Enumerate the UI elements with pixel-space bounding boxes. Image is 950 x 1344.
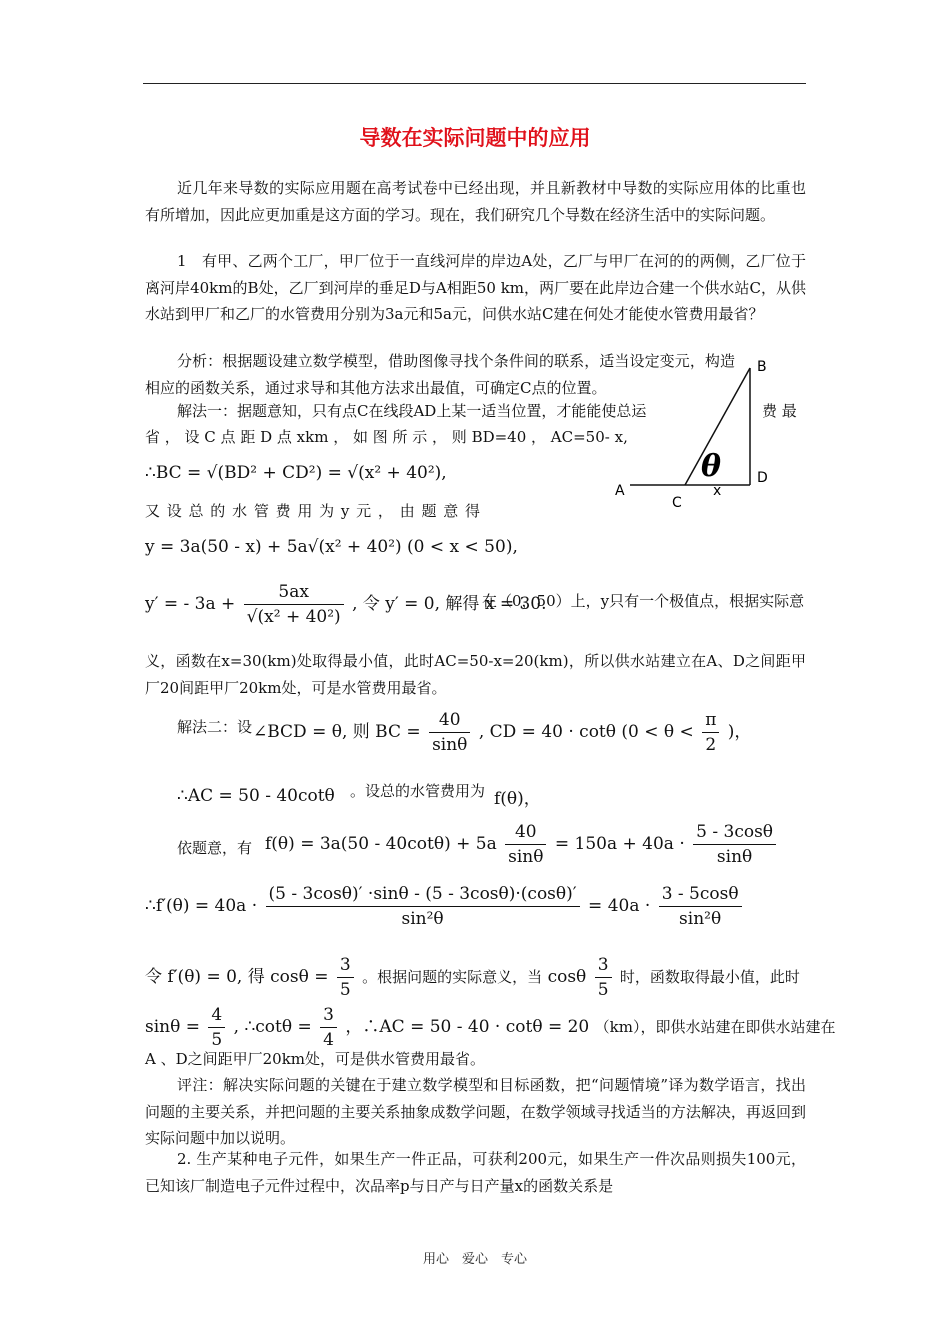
eq-f-theta: f(θ)， [494, 789, 541, 809]
eq-sin-cot: sinθ = $\frac{4}{5}$ , ∴cotθ = $\frac{3}{4}$ ，∴AC = 50 - 40 · cotθ = 20 （km），即供水站建在即供水站建在 [145, 1005, 836, 1050]
point-b-label: B [757, 359, 767, 375]
eq-bc: ∴BC = √(BD² + CD²) = √(x² + 40²), [145, 463, 447, 483]
eq-ac: ∴AC = 50 - 40cotθ [177, 786, 335, 806]
method1-line3: 又 设 总 的 水 管 费 用 为 y 元 ， 由 题 意 得 [145, 502, 481, 520]
eq-bcd: ∠BCD = θ, 则 BC = $\frac{40}{\sin\theta}$ , CD = 40 · cotθ (0 < θ < $\frac{\pi}{2}$ )， [253, 710, 752, 755]
problem-2: 2. 生产某种电子元件，如果生产一件正品，可获利200元，如果生产一件次品则损失100元，已知该厂制造电子元件过程中，次品率p与日产与日产量x的函数关系是 [145, 1150, 806, 1195]
method1-line2: 省 ， 设 C 点 距 D 点 xkm ， 如 图 所 示 ， 则 BD=40 ， AC=50- x, [145, 428, 628, 446]
method2-tail: A 、D之间距甲厂20km处，可是供水管费用最省。 [145, 1050, 486, 1068]
method2-eq3-label: 依题意，有 [177, 839, 253, 857]
eq-cos: 令 f′(θ) = 0, 得 cosθ = $\frac{3}{5}$ 。根据问题的实际意义，当 cosθ $\frac{3}{5}$ 时，函数取得最小值，此时 [145, 955, 800, 1000]
eq-y: y = 3a(50 - x) + 5a√(x² + 40²) (0 < x < 50), [145, 537, 518, 557]
eq-ac-text: 。设总的水管费用为 [350, 782, 486, 800]
intro-paragraph: 近几年来导数的实际应用题在高考试卷中已经出现，并且新教材中导数的实际应用体的比重也有所增加，因此应更加重是这方面的学习。现在，我们研究几个导数在经济生活中的实际问题。 [145, 179, 806, 224]
point-d-label: D [757, 470, 768, 486]
page-footer: 用心 爱心 专心 [422, 1252, 527, 1267]
point-c-label: C [672, 495, 682, 511]
analysis-paragraph: 分析：根据题设建立数学模型，借助图像寻找个条件间的联系，适当设定变元，构造相应的函数关系，通过求导和其他方法求出最值，可确定C点的位置。 [145, 352, 735, 397]
eq-f-prime: ∴f′(θ) = 40a · $\frac{(5 - 3\cos\theta)' \cdot\sin\theta - (5 - 3\cos\theta)\cdot(\cos\theta)'}{\text{sin²θ}}$ = 40a · $\frac{3 - 5\cos\theta}{\text{sin²θ}}$ [145, 882, 745, 931]
method1-line1: 解法一：据题意知，只有点C在线段AD上某一适当位置，才能能使总运 [177, 402, 647, 420]
x-label: x [713, 483, 722, 499]
method1-tail2: 义，函数在x=30(km)处取得最小值，此时AC=50-x=20(km)，所以供水站建立在A、D之间距甲厂20间距甲厂20km处，可是水管费用最省。 [145, 652, 806, 697]
document-title: 导数在实际问题中的应用 [359, 126, 591, 150]
point-a-label: A [615, 483, 625, 499]
geometry-diagram [605, 350, 805, 520]
problem-1: 1 有甲、乙两个工厂，甲厂位于一直线河岸的岸边A处，乙厂与甲厂在河的的两侧，乙厂位于离河岸40km的B处，乙厂到河岸的垂足D与A相距50 km，两厂要在此岸边合建一个供水站C，从供水站到甲厂和乙厂的水管费用分别为3a元和5a元，问供水站C建在何处才能使水管费用最省？ [145, 252, 806, 323]
method1-tail1: 在（0，50）上，y只有一个极值点，根据实际意 [482, 592, 805, 610]
header-rule [143, 83, 806, 84]
method2-label: 解法二：设 [177, 718, 253, 736]
method1-line1-end: 费 最 [762, 402, 797, 420]
eq-derivative: y′ = - 3a + $\frac{5ax}{\text{√(x² + 40²)}}$ , 令 y′ = 0, 解得 x = 30. [145, 582, 547, 627]
comment-paragraph: 评注：解决实际问题的关键在于建立数学模型和目标函数，把“问题情境”译为数学语言，找出问题的主要关系，并把问题的主要关系抽象成数学问题，在数学领域寻找适当的方法解决，再返回到实际问题中加以说明。 [145, 1076, 806, 1147]
theta-label: θ [701, 449, 722, 484]
eq-f-def: f(θ) = 3a(50 - 40cotθ) + 5a $\frac{40}{\sin\theta}$ = 150a + 40a · $\frac{5 - 3\cos\theta}{\sin\theta}$ [265, 820, 779, 869]
